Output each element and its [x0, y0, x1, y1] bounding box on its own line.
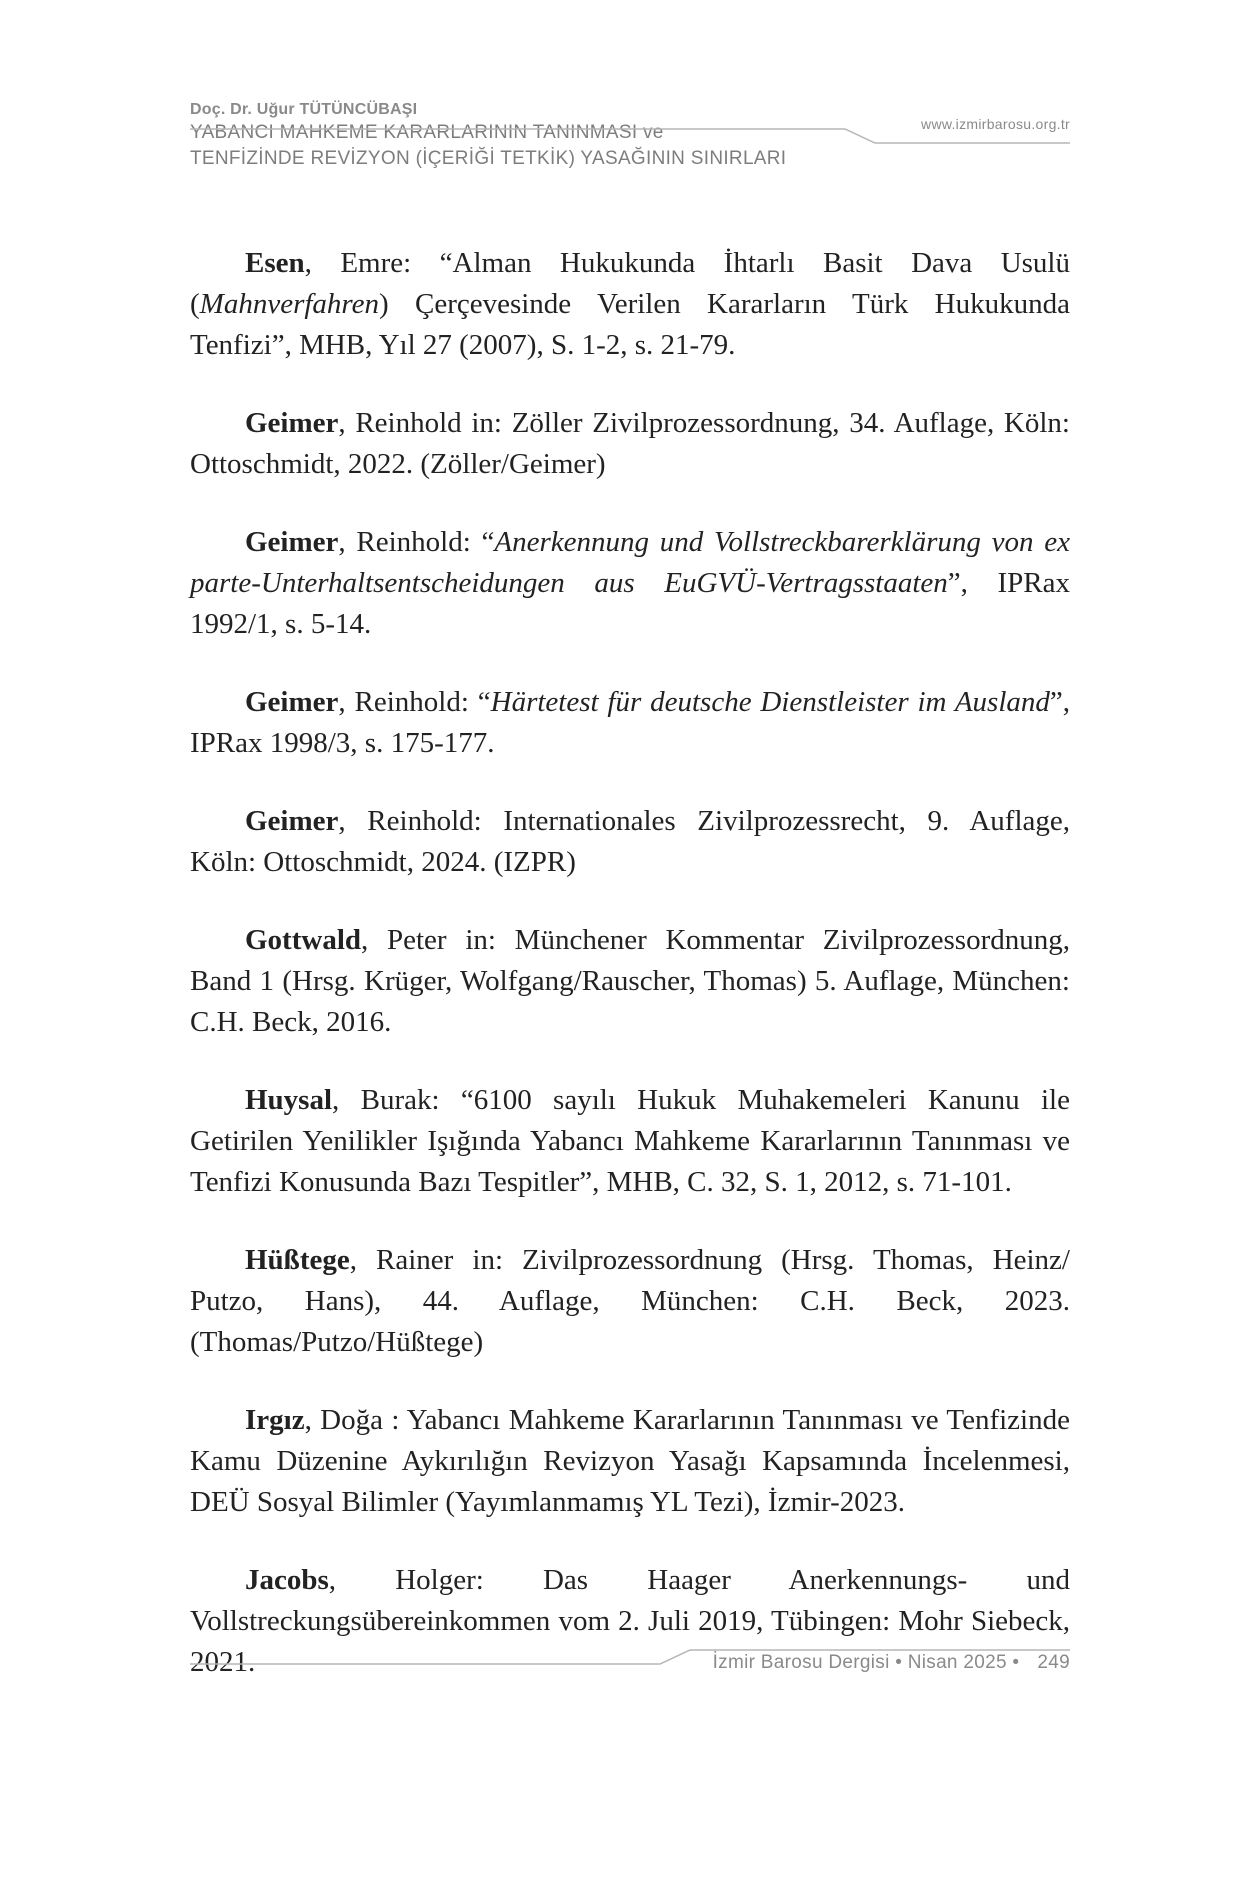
header-divider — [190, 125, 1070, 165]
bibliography-entry-gottwald — [190, 920, 1070, 1043]
entry-text: , Peter in: Münchener Kommentar Zivilprozessordnung, Band 1 (Hrsg. Krüger, Wolfgang/Rauscher, Thomas) 5. Auflage, München: C.H. Beck, 2016. — [190, 924, 1070, 1038]
bibliography-entry-geimer-izpr — [190, 801, 1070, 883]
header-title-line-2: TENFİZİNDE REVİZYON (İÇERİĞİ TETKİK) YASAĞININ SINIRLARI — [190, 148, 787, 169]
entry-text: , Emre: “Alman Hukukunda İhtarlı Basit Dava Usulü ( — [190, 247, 1070, 320]
entry-text: , Reinhold in: Zöller Zivilprozessordnung, 34. Auflage, Köln: Ottoschmidt, 2022. (Zöller/Geimer) — [190, 407, 1070, 480]
bibliography-entry-geimer-iprax-1992 — [190, 522, 1070, 645]
entry-author: Geimer — [245, 407, 339, 439]
bibliography-entry-husstege — [190, 1240, 1070, 1363]
entry-author: Irgız — [245, 1404, 305, 1436]
entry-text: ”, IPRax 1992/1, s. 5-14. — [190, 567, 1071, 640]
entry-author: Hüßtege — [245, 1244, 350, 1276]
header-title-line-1: YABANCI MAHKEME KARARLARININ TANINMASI ve — [190, 122, 664, 143]
bibliography-entry-geimer-zoller — [190, 403, 1070, 485]
bibliography-entry-esen — [190, 243, 1070, 366]
entry-text: , Reinhold: “ — [338, 686, 491, 718]
entry-text: , Reinhold: “ — [338, 526, 495, 558]
header-author: Doç. Dr. Uğur TÜTÜNCÜBAŞI — [190, 101, 418, 118]
entry-author: Geimer — [245, 805, 339, 837]
entry-author: Esen — [245, 247, 305, 279]
entry-author: Gottwald — [245, 924, 361, 956]
entry-text: , Burak: “6100 sayılı Hukuk Muhakemeleri Kanunu ile Getirilen Yenilikler Işığında Yabancı Mahkeme Kararlarının Tanınması ve Tenfizi Konusunda Bazı Tespitler”, MHB, C. 32, S. 1, 2012, s. 71-101. — [190, 1084, 1070, 1198]
running-footer — [713, 1652, 1070, 1674]
footer-journal: İzmir Barosu Dergisi • Nisan 2025 • — [712, 1652, 1020, 1673]
bibliography-entry-geimer-iprax-1998 — [190, 682, 1070, 764]
entry-text: ) Çerçevesinde Verilen Kararların Türk Hukukunda Tenfizi”, MHB, Yıl 27 (2007), S. 1-2, s. 21-79. — [190, 288, 1070, 361]
bibliography-entry-huysal — [190, 1080, 1070, 1203]
entry-text: , Rainer in: Zivilprozessordnung (Hrsg. Thomas, Heinz/ Putzo, Hans), 44. Auflage, München: C.H. Beck, 2023. (Thomas/Putzo/Hüßtege) — [190, 1244, 1070, 1358]
header-website: www.izmirbarosu.org.tr — [921, 116, 1070, 132]
entry-italic-title: Mahnverfahren — [199, 288, 379, 320]
entry-text: , Holger: Das Haager Anerkennungs- und Vollstreckungsübereinkommen vom 2. Juli 2019, Tübingen: Mohr Siebeck, 2021. — [190, 1564, 1070, 1678]
entry-author: Jacobs — [245, 1564, 329, 1596]
entry-italic-title: Anerkennung und Vollstreckbarerklärung von ex parte-Unterhaltsentscheidungen aus EuGVÜ-Vertragsstaaten — [190, 526, 1070, 599]
entry-text: , Doğa : Yabancı Mahkeme Kararlarının Tanınması ve Tenfizinde Kamu Düzenine Aykırılığın Revizyon Yasağı Kapsamında İncelenmesi, DEÜ Sosyal Bilimler (Yayımlanmamış YL Tezi), İzmir-2023. — [190, 1404, 1070, 1518]
bibliography-entry-irgiz — [190, 1400, 1070, 1523]
entry-text: ”, IPRax 1998/3, s. 175-177. — [190, 686, 1070, 759]
entry-text: , Reinhold: Internationales Zivilprozessrecht, 9. Auflage, Köln: Ottoschmidt, 2024. (IZPR) — [190, 805, 1070, 878]
entry-italic-title: Härtetest für deutsche Dienstleister im Ausland — [490, 686, 1050, 718]
entry-author: Geimer — [245, 686, 339, 718]
bibliography-list — [190, 243, 1070, 1720]
entry-author: Huysal — [245, 1084, 333, 1116]
entry-author: Geimer — [245, 526, 339, 558]
page-number: 249 — [1037, 1652, 1070, 1673]
